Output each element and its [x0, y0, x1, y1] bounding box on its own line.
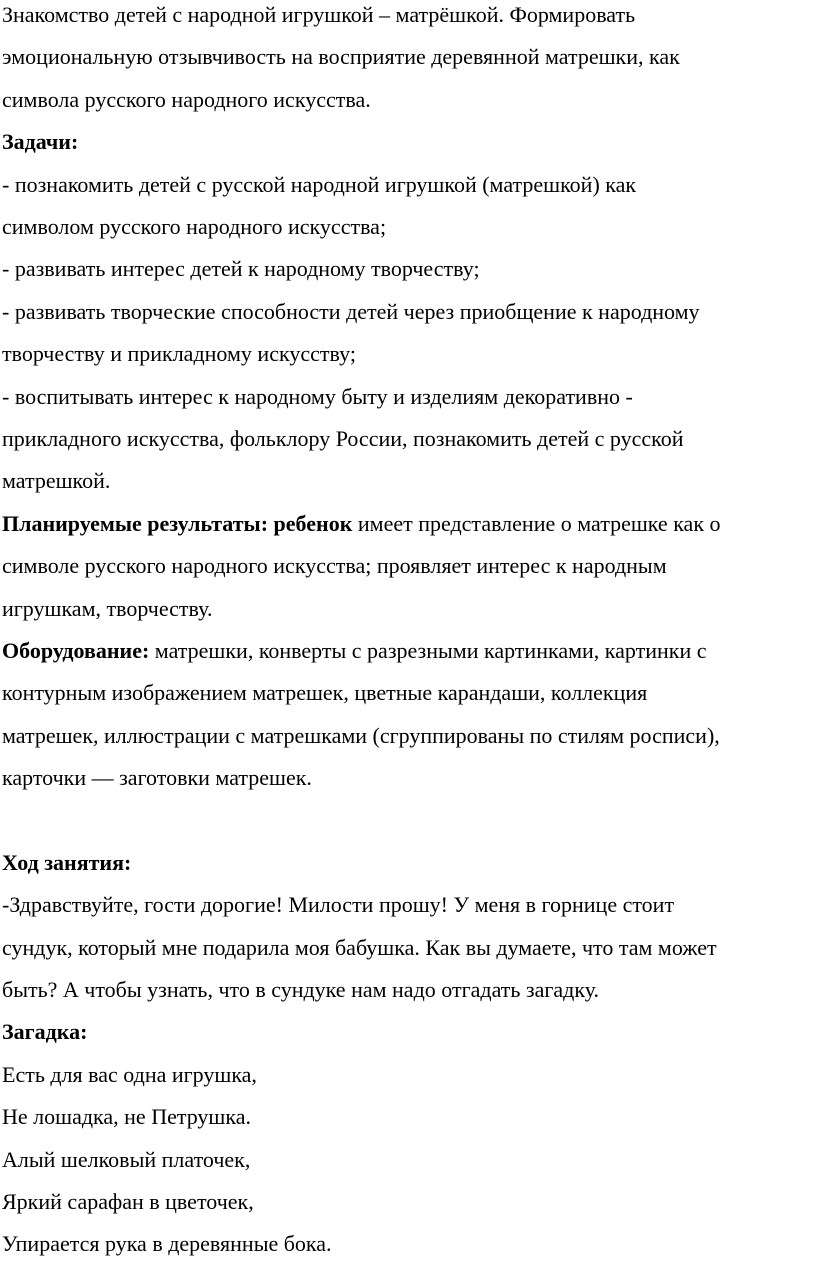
- equipment-line: матрешек, иллюстрации с матрешками (сгруппированы по стилям росписи),: [2, 723, 720, 748]
- riddle-line: Упирается рука в деревянные бока.: [2, 1231, 332, 1256]
- results-line: [2, 509, 721, 539]
- results-line: символе русского народного искусства; проявляет интерес к народным: [2, 553, 667, 578]
- riddle-heading-text: Загадка:: [2, 1019, 88, 1044]
- task-line: - познакомить детей с русской народной игрушкой (матрешкой) как: [2, 172, 637, 197]
- intro-line: эмоциональную отзывчивость на восприятие деревянной матрешки, как: [2, 44, 680, 69]
- tasks-heading: [2, 127, 78, 157]
- riddle-line: Есть для вас одна игрушка,: [2, 1062, 257, 1087]
- task-line: - развивать творческие способности детей через приобщение к народному: [2, 299, 700, 324]
- task-line: символом русского народного искусства;: [2, 214, 387, 239]
- task-line: - воспитывать интерес к народному быту и изделиям декоративно -: [2, 384, 633, 409]
- lesson-heading-text: Ход занятия:: [2, 850, 132, 875]
- task-line: прикладного искусства, фольклору России, познакомить детей с русской: [2, 426, 684, 451]
- riddle-heading: [2, 1017, 87, 1047]
- results-heading: Планируемые результаты: ребенок: [2, 511, 353, 536]
- task-line: творчеству и прикладному искусству;: [2, 341, 356, 366]
- equipment-heading: Оборудование:: [2, 638, 150, 663]
- lesson-line: быть? А чтобы узнать, что в сундуке нам надо отгадать загадку.: [2, 977, 600, 1002]
- lesson-heading: [2, 848, 131, 878]
- results-text: имеет представление о матрешке как о: [352, 511, 721, 536]
- equipment-line: контурным изображением матрешек, цветные карандаши, коллекция: [2, 680, 648, 705]
- intro-line: символа русского народного искусства.: [2, 87, 371, 112]
- task-line: матрешкой.: [2, 468, 111, 493]
- equipment-line: [2, 636, 707, 666]
- tasks-heading-text: Задачи:: [2, 129, 79, 154]
- riddle-line: Яркий сарафан в цветочек,: [2, 1189, 254, 1214]
- equipment-text: матрешки, конверты с разрезными картинками, картинки с: [149, 638, 707, 663]
- lesson-line: сундук, который мне подарила моя бабушка. Как вы думаете, что там может: [2, 935, 717, 960]
- intro-line: Знакомство детей с народной игрушкой – матрёшкой. Формировать: [2, 2, 636, 27]
- lesson-line: -Здравствуйте, гости дорогие! Милости прошу! У меня в горнице стоит: [2, 892, 675, 917]
- riddle-line: Не лошадка, не Петрушка.: [2, 1104, 251, 1129]
- task-line: - развивать интерес детей к народному творчеству;: [2, 256, 480, 281]
- results-line: игрушкам, творчеству.: [2, 596, 213, 621]
- riddle-line: Алый шелковый платочек,: [2, 1147, 251, 1172]
- equipment-line: карточки — заготовки матрешек.: [2, 765, 312, 790]
